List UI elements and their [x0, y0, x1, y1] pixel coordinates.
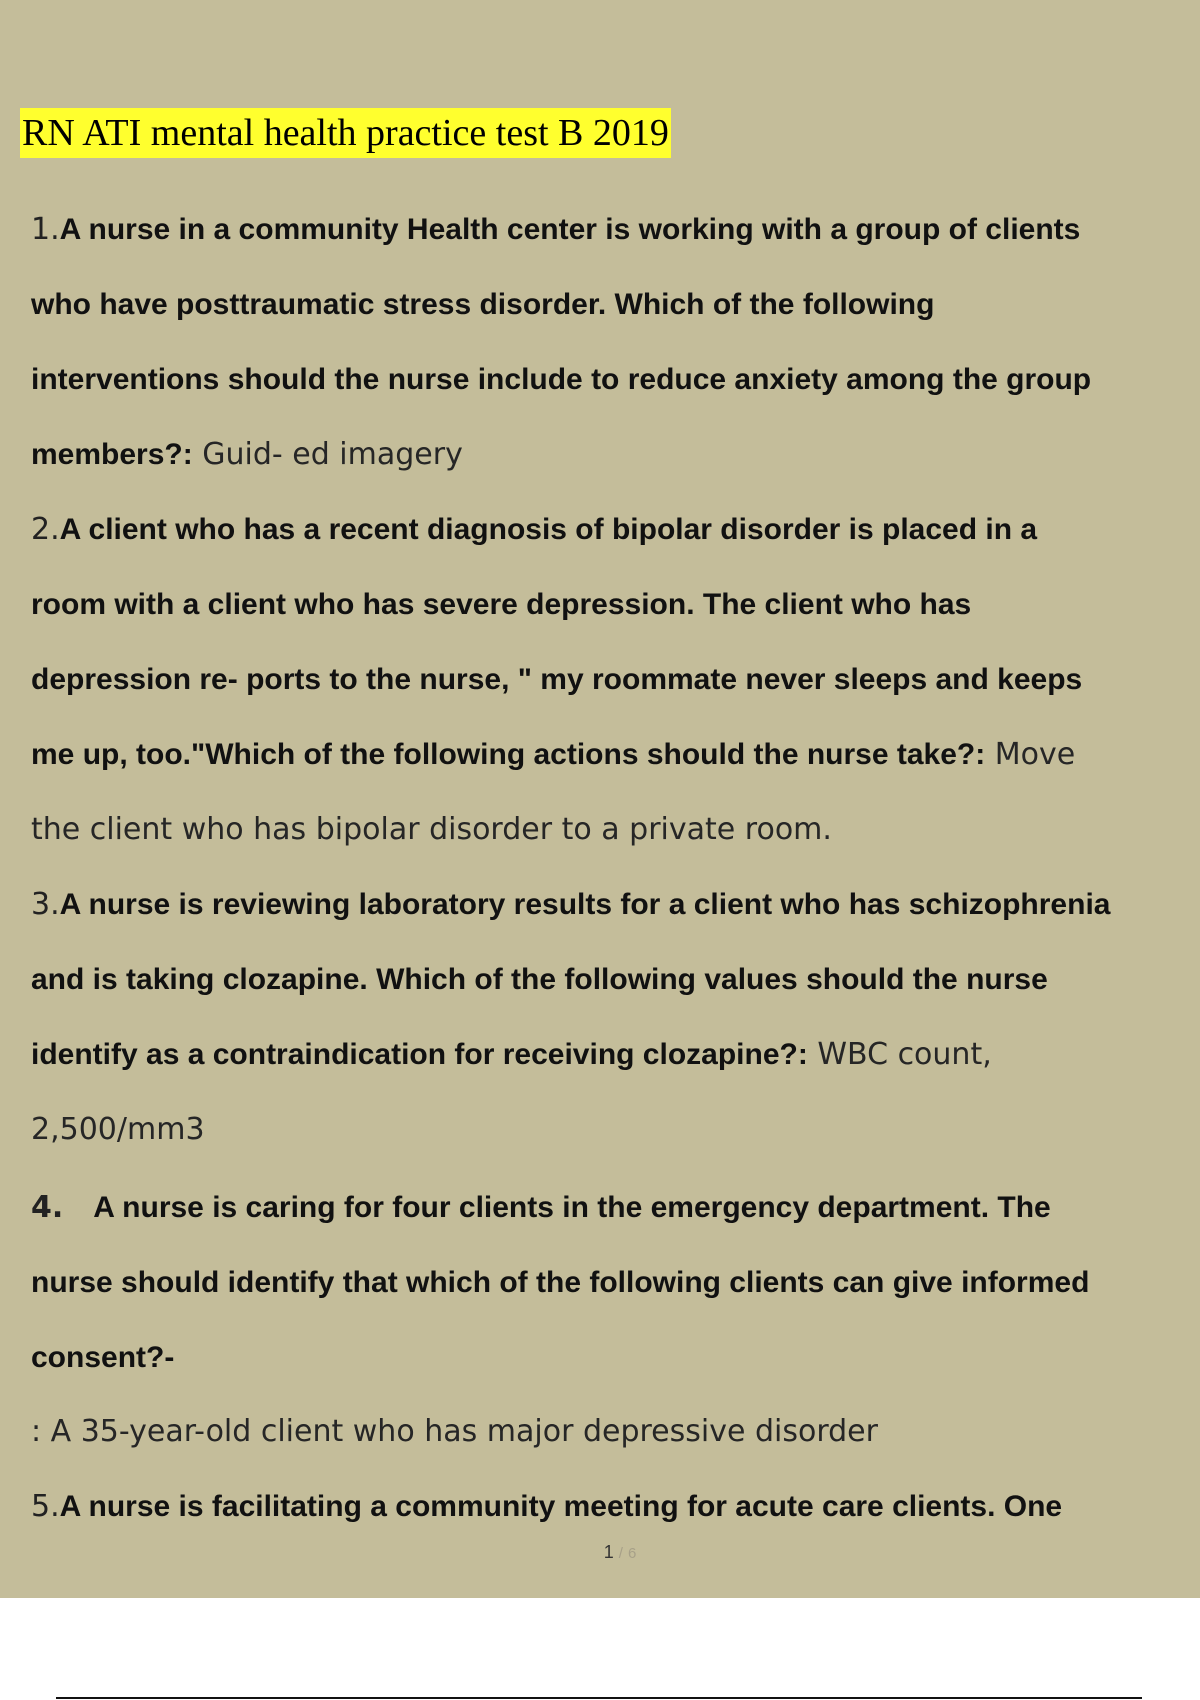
question-text: A client who has a recent diagnosis of bipolar disorder is placed in a: [59, 513, 1038, 546]
text-line: [31, 1412, 878, 1452]
question-text: A nurse is facilitating a community meeting for acute care clients. One: [59, 1490, 1063, 1523]
text-line: [31, 1035, 992, 1075]
question-number: 5.: [31, 1489, 60, 1524]
page-separator: /: [618, 1545, 623, 1562]
footer-divider: [56, 1697, 1142, 1699]
text-line: [31, 1188, 1051, 1228]
question-number: 2.: [31, 512, 60, 547]
question-text: nurse should identify that which of the following clients can give informed: [31, 1266, 1090, 1299]
text-line: [31, 1263, 1089, 1303]
answer-text: 2,500/mm3: [31, 1112, 205, 1147]
question-text: interventions should the nurse include to reduce anxiety among the group: [31, 363, 1092, 396]
question-number: 1.: [31, 212, 60, 247]
question-text: room with a client who has severe depression. The client who has: [31, 588, 972, 621]
answer-text: Guid- ed imagery: [192, 437, 463, 472]
question-text: consent?-: [31, 1341, 175, 1374]
question-text: who have posttraumatic stress disorder. Which of the following: [31, 288, 935, 321]
text-line: [31, 810, 832, 850]
question-text: A nurse in a community Health center is working with a group of clients: [59, 213, 1081, 246]
question-text: depression re- ports to the nurse, " my roommate never sleeps and keeps: [31, 663, 1083, 696]
text-line: [31, 1110, 205, 1150]
question-text: A nurse is reviewing laboratory results for a client who has schizophrenia: [59, 888, 1111, 921]
total-page-count: 6: [627, 1545, 637, 1562]
answer-text: : A 35-year-old client who has major depressive disorder: [31, 1414, 878, 1449]
text-line: [31, 510, 1037, 550]
text-line: [31, 360, 1091, 400]
text-line: [31, 585, 971, 625]
answer-text: WBC count,: [807, 1037, 992, 1072]
question-text: A nurse is caring for four clients in the emergency department. The: [93, 1191, 1051, 1224]
text-line: [31, 285, 934, 325]
question-text: members?:: [31, 438, 193, 471]
question-number: 3.: [31, 887, 60, 922]
text-line: [31, 1487, 1062, 1527]
text-line: [31, 660, 1082, 700]
question-number: 4.: [31, 1190, 64, 1225]
answer-text: Move: [985, 737, 1076, 772]
question-text: and is taking clozapine. Which of the following values should the nurse: [31, 963, 1048, 996]
current-page-number: 1: [603, 1542, 614, 1562]
text-line: [31, 885, 1110, 925]
text-line: [31, 960, 1048, 1000]
answer-text: the client who has bipolar disorder to a private room.: [31, 812, 832, 847]
text-line: [31, 210, 1080, 250]
question-text: me up, too."Which of the following actions should the nurse take?:: [31, 738, 986, 771]
text-line: [31, 1338, 174, 1378]
text-line: [31, 735, 1075, 775]
document-title: RN ATI mental health practice test B 2019: [20, 108, 671, 158]
page-counter: [0, 1542, 1200, 1563]
question-text: identify as a contraindication for receiving clozapine?:: [31, 1038, 808, 1071]
text-line: [31, 435, 463, 475]
